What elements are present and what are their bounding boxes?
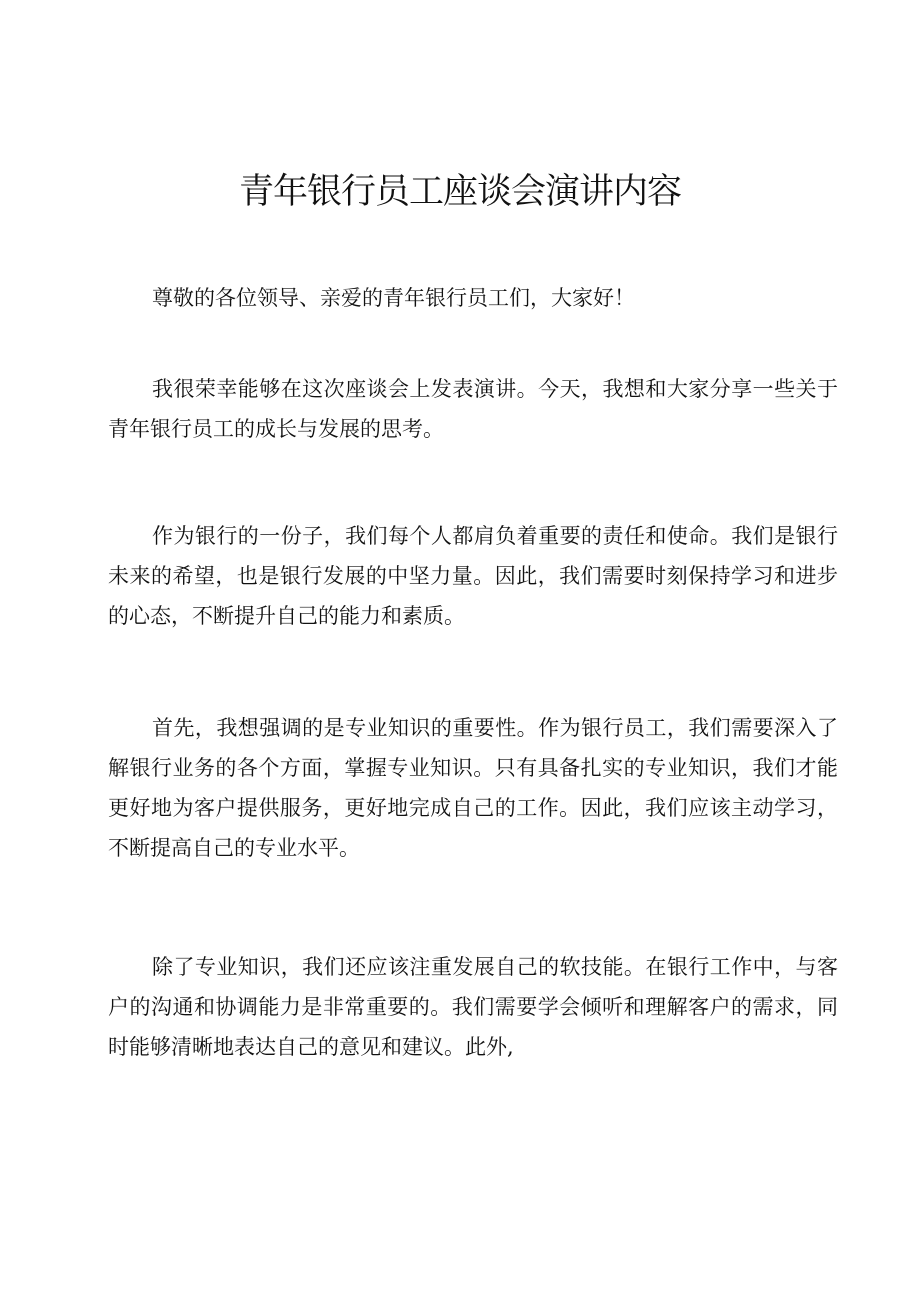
paragraph-introduction: 我很荣幸能够在这次座谈会上发表演讲。今天，我想和大家分享一些关于青年银行员工的成长与发展的思考。 xyxy=(108,377,838,441)
paragraph-soft-skills: 除了专业知识，我们还应该注重发展自己的软技能。在银行工作中，与客户的沟通和协调能力是非常重要的。我们需要学会倾听和理解客户的需求，同时能够清晰地表达自己的意见和建议。此外, xyxy=(108,955,838,1059)
paragraph-greeting: 尊敬的各位领导、亲爱的青年银行员工们，大家好！ xyxy=(152,286,635,310)
paragraph-professional-knowledge: 首先，我想强调的是专业知识的重要性。作为银行员工，我们需要深入了解银行业务的各个方面，掌握专业知识。只有具备扎实的专业知识，我们才能更好地为客户提供服务，更好地完成自己的工作。因此，我们应该主动学习，不断提高自己的专业水平。 xyxy=(108,716,838,860)
paragraph-responsibility: 作为银行的一份子，我们每个人都肩负着重要的责任和使命。我们是银行未来的希望，也是银行发展的中坚力量。因此，我们需要时刻保持学习和进步的心态，不断提升自己的能力和素质。 xyxy=(108,524,838,628)
document-title: 青年银行员工座谈会演讲内容 xyxy=(238,172,681,212)
